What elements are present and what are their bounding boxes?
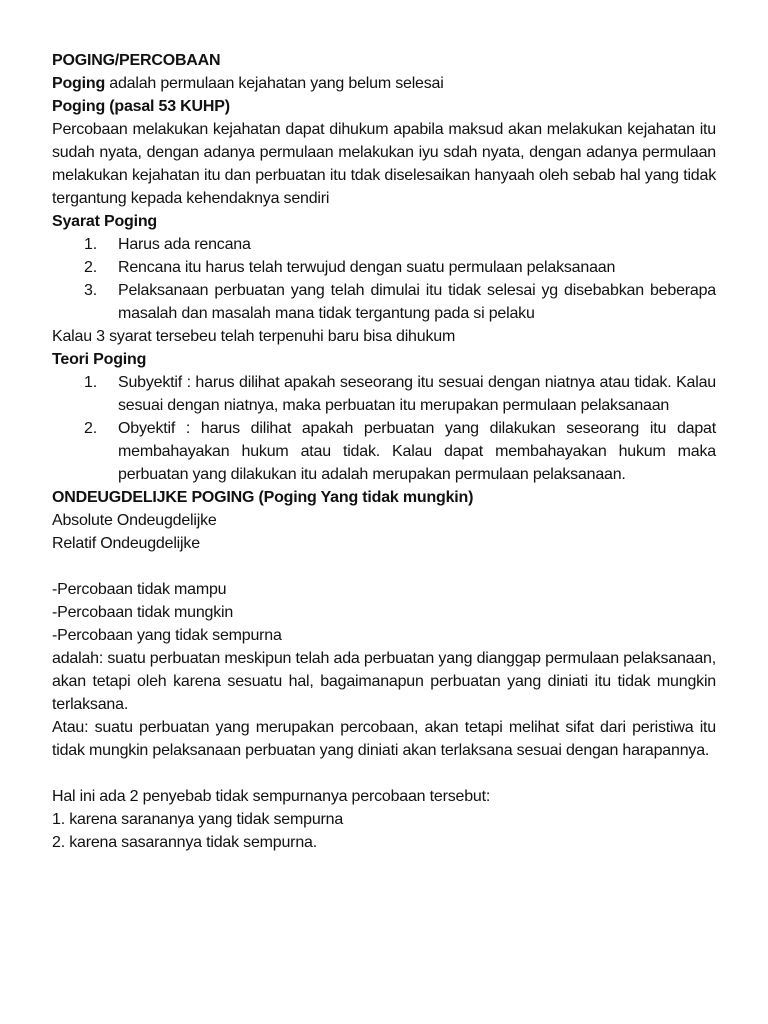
list-text: Harus ada rencana xyxy=(118,236,251,253)
definition-paragraph: adalah: suatu perbuatan meskipun telah ada perbuatan yang dianggap permulaan pelaksanaan, akan tetapi oleh karena sesuatu hal, bagaimanapun perbuatan yang diniati itu tidak mungkin terlaksana. xyxy=(52,650,716,713)
list-text: Subyektif : harus dilihat apakah seseorang itu sesuai dengan niatnya atau tidak. Kalau sesuai dengan niatnya, maka perbuatan itu merupakan permulaan pelaksanaan xyxy=(118,374,716,414)
list-text: Pelaksanaan perbuatan yang telah dimulai itu tidak selesai yg disebabkan beberapa masalah dan masalah mana tidak tergantung pada si pelaku xyxy=(118,282,716,322)
spacer xyxy=(52,555,716,578)
definition-paragraph: Atau: suatu perbuatan yang merupakan percobaan, akan tetapi melihat sifat dari peristiwa itu tidak mungkin pelaksanaan perbuatan yang diniati akan terlaksana sesuai dengan harapannya. xyxy=(52,719,716,759)
ondeugdelijke-type: Absolute Ondeugdelijke xyxy=(52,512,217,529)
ondeugdelijke-heading: ONDEUGDELIJKE POGING (Poging Yang tidak mungkin) xyxy=(52,489,474,506)
syarat-heading: Syarat Poging xyxy=(52,213,157,230)
spacer xyxy=(52,762,716,785)
definition-text: adalah permulaan kejahatan yang belum selesai xyxy=(105,75,444,92)
syarat-item xyxy=(52,233,716,256)
teori-heading: Teori Poging xyxy=(52,351,147,368)
syarat-item xyxy=(52,279,716,325)
teori-list xyxy=(52,371,716,486)
pasal-heading: Poging (pasal 53 KUHP) xyxy=(52,98,230,115)
document-page xyxy=(52,49,716,854)
syarat-list xyxy=(52,233,716,325)
dash-item: -Percobaan tidak mampu xyxy=(52,581,227,598)
syarat-item xyxy=(52,256,716,279)
list-text: Obyektif : harus dilihat apakah perbuatan yang dilakukan seseorang itu dapat membahayakan hukum atau tidak. Kalau dapat membahayakan hukum maka perbuatan yang dilakukan itu adalah merupakan permulaan pelaksanaan. xyxy=(118,420,716,483)
poging-definition xyxy=(52,72,716,95)
syarat-conclusion: Kalau 3 syarat tersebeu telah terpenuhi baru bisa dihukum xyxy=(52,328,456,345)
list-text: Rencana itu harus telah terwujud dengan suatu permulaan pelaksanaan xyxy=(118,259,616,276)
teori-item xyxy=(52,371,716,417)
list-number: 1. xyxy=(84,236,97,253)
ondeugdelijke-type: Relatif Ondeugdelijke xyxy=(52,535,200,552)
document-title: POGING/PERCOBAAN xyxy=(52,52,221,69)
list-number: 2. xyxy=(84,259,97,276)
pasal-paragraph: Percobaan melakukan kejahatan dapat dihukum apabila maksud akan melakukan kejahatan itu sudah nyata, dengan adanya permulaan melakukan iyu sdah nyata, dengan adanya permulaan melakukan kejahatan itu dan perbuatan itu tdak diselesaikan hanyaah oleh sebab hal yang tidak tergantung kepada kehendaknya sendiri xyxy=(52,121,716,207)
list-number: 3. xyxy=(84,282,97,299)
causes-intro: Hal ini ada 2 penyebab tidak sempurnanya percobaan tersebut: xyxy=(52,788,491,805)
teori-item xyxy=(52,417,716,486)
cause-item: 1. karena sarananya yang tidak sempurna xyxy=(52,811,344,828)
cause-item: 2. karena sasarannya tidak sempurna. xyxy=(52,834,317,851)
dash-item: -Percobaan yang tidak sempurna xyxy=(52,627,282,644)
list-number: 1. xyxy=(84,374,97,391)
definition-term: Poging xyxy=(52,75,106,92)
list-number: 2. xyxy=(84,420,97,437)
dash-item: -Percobaan tidak mungkin xyxy=(52,604,234,621)
